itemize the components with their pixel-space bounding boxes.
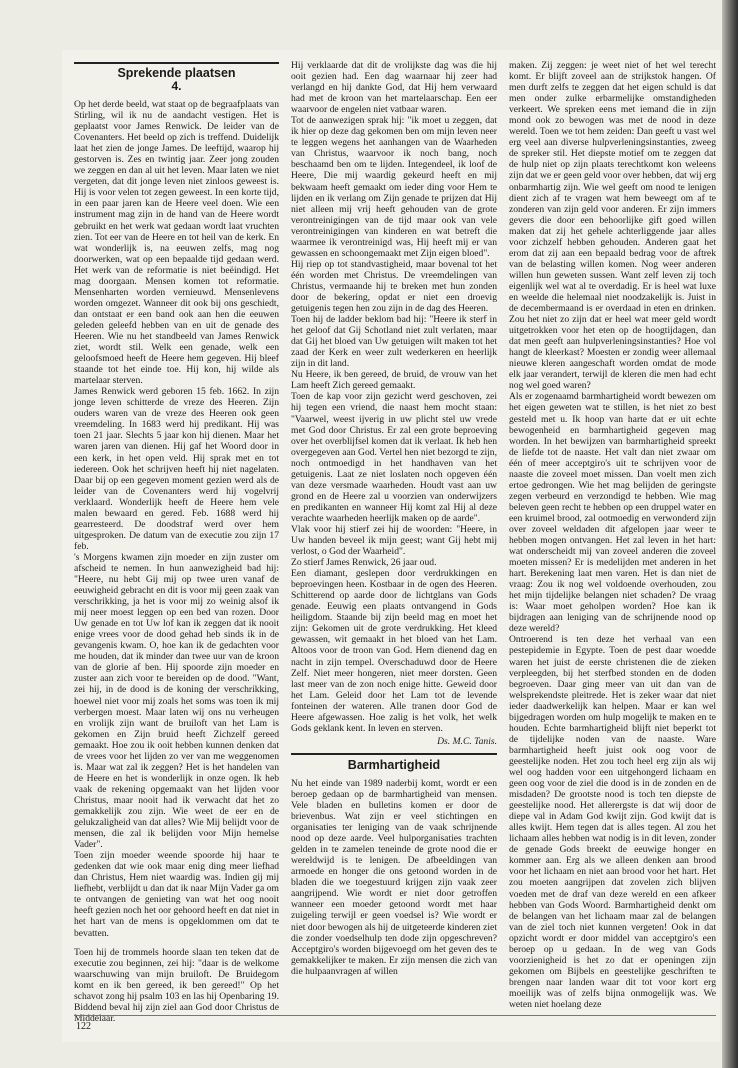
- paragraph: 's Morgens kwamen zijn moeder en zijn zuster om afscheid te nemen. In hun aanwezigheid bad hij: "Heere, nu hebt Gij mij op twee uren vanaf de eeuwigheid gebracht en dit is voor mij geen zaak van verschrikking, ja het is voor mij zo weinig alsof ik mij neer moest leggen op een bed van rozen. Door Uw genade en tot Uw lof kan ik zeggen dat ik nooit enige vrees voor de dood gehad heb sinds ik in de gevangenis kwam. O, hoe kan ik de gedachten voor me houden, dat ik minder dan twee uur van de kroon van de glorie af ben. Hij spoorde zijn moeder en zuster aan zich voor te bereiden op de dood. "Want, zei hij, in de dood is de koning der verschrikking, hoewel niet voor mij zoals het soms was toen ik mij verbergen moest. Maar laten wij ons nu verheugen en vrolijk zijn want de bruiloft van het Lam is gekomen en Zijn bruid heeft Zichzelf gereed gemaakt. Hoe zou ik ooit hebben kunnen denken dat de vrees voor het lijden zo ver van me weggenomen is. Maar wat zal ik zeggen? Het is het handelen van de Heere en het is wonderlijk in onze ogen. Ik heb vaak de rekening opgemaakt van het lijden voor Christus, maar nooit had ik verwacht dat het zo gemakkelijk zou zijn. Wie weet de eer en de gelukzaligheid van dat alles? Wie Mij belijdt voor de mensen, die zal ik belijden voor Mijn hemelse Vader".: [74, 551, 279, 851]
- paragraph: Een diamant, geslepen door verdrukkingen en beproevingen heen. Kostbaar in de ogen des Heeren. Schitterend op aarde door de lichtglans van Gods genade. Eeuwig een plaats ontvangend in Gods heiligdom. Staande bij zijn beeld mag en moet het zijn: Gekomen uit de grote verdrukking. Het kleed gewassen, wit gemaakt in het bloed van het Lam. Altoos voor de troon van God. Hem dienend dag en nacht in zijn tempel. Overschaduwd door de Heere Zelf. Niet meer hongeren, niet meer dorsten. Geen last meer van de zon noch enige hitte. Geweid door het Lam. Geleid door het Lam tot de levende fonteinen der wateren. Alle tranen door God de Heere afgewassen. Hoe zalig is het volk, het welk Gods geklank kent. In leven en sterven.: [291, 568, 497, 734]
- paragraph: Toen hij de ladder beklom bad hij: "Heere ik sterf in het geloof dat Gij Schotland niet zult verlaten, maar dat Gij het bloed van Uw getuigen wilt maken tot het zaad der Kerk en weer zult wederkeren en heerlijk zijn in dit land.: [291, 314, 497, 370]
- section-title: Barmhartigheid: [291, 753, 497, 772]
- paragraph: Zo stierf James Renwick, 26 jaar oud.: [291, 557, 437, 569]
- paragraph: Toen zijn moeder weende spoorde hij haar te gedenken dat wie ook maar enig ding meer liefhad dan Christus, Hem niet waardig was. Indien gij mij liefhebt, verblijdt u dan dat ik naar Mijn Vader ga om te ontvangen de genieting van wat het oog nooit heeft gezien noch het oor gehoord heeft en dat niet in het hart van de mens is opgeklommen om dat te bevatten.: [74, 850, 279, 939]
- paragraph: Ontroerend is ten deze het verhaal van een pestepidemie in Egypte. Toen de pest daar woedde waren het juist de eerste christenen die de zieken verpleegden, bij het sterfbed stonden en de doden begroeven. Daar ging meer van uit dan van de welsprekendste pleitrede. Het is zeker waar dat niet ieder daadwerkelijk kan helpen. Maar er kan wel bijgedragen worden om hulp mogelijk te maken en te houden. Echte barmhartigheid blijft niet beperkt tot de tijdelijke noden van de naaste. Ware barmhartigheid heeft juist ook oog voor de geestelijke noden. Het zou toch heel erg zijn als wij wel oog hadden voor een uitgehongerd lichaam en geen oog voor de ziel die dood is in de zonden en de misdaden? De grootste nood is toch ten diepste de geestelijke nood. Het allerergste is dat wij door de diepe val in Adam God kwijt zijn. God kwijt dat is alles kwijt. Hem tegen dat is alles tegen. Al zou het lichaam alles hebben wat nodig is in dit leven, zonder de genade Gods breekt de eeuwige honger en kommer aan. Erg als we alleen denken aan brood voor het lichaam en niet aan brood voor het hart. Het zou moeten aangrijpen dat zovelen zich blijven voeden met de draf van deze wereld en een afkeer hebben van Gods Woord. Barmhartigheid denkt om de belangen van het lichaam maar zal de belangen van de ziel toch niet kunnen vergeten! Ook in dat opzicht wordt er door middel van acceptgiro's een beroep op u gedaan. In de weg van Gods voorzienigheid is het zo dat er openingen zijn gekomen om Bijbels en geestelijke geschriften te brengen naar landen waar dit tot voor kort erg moeilijk was of zelfs bijna onmogelijk was. We weten niet hoelang deze: [509, 634, 716, 1010]
- paragraph: Nu het einde van 1989 naderbij komt, wordt er een beroep gedaan op de barmhartigheid van mensen. Vele bladen en bulletins komen er door de brievenbus. Wat zijn er veel stichtingen en organisaties ter leniging van de vaak schrijnende nood op deze aarde. Veel hulporganisaties trachten gelden in te zamelen teneinde de grote nood die er wereldwijd is te lenigen. De afbeeldingen van armoede en honger die ons getoond worden in de bladen die we toegestuurd krijgen zijn vaak zeer aangrijpend. Wie wordt er niet door getroffen wanneer een moeder getoond wordt met haar zuigeling terwijl er geen voedsel is? Wie wordt er niet door bewogen als hij de uitgeteerde kinderen ziet die zonder voedselhulp ten dode zijn opgeschreven? Acceptgiro's worden bijgevoegd om het geven des te gemakkelijker te maken. Er zijn mensen die zich van die hulpaanvragen af willen: [291, 777, 497, 977]
- article-heading: [74, 62, 279, 93]
- article-number: 4.: [171, 79, 182, 93]
- paragraph: Op het derde beeld, wat staat op de begraafplaats van Stirling, wil ik nu de aandacht vestigen. Het is geplaatst voor James Renwick. De leider van de Covenanters. Het beeld op zich is treffend. Duidelijk laat het zien de jonge James. De leeftijd, waarop hij gestorven is. Zes en twintig jaar. Zeer jong zouden we zeggen en dan al uit het leven. Maar laten we niet vergeten, dat dit jonge leven niet zinloos geweest is. Hij is voor velen tot zegen geweest. In een korte tijd, in een paar jaren kan de Heere veel doen. Wie een instrument mag zijn in de hand van de Heere wordt gebruikt en het werk wat gedaan wordt laat vruchten zien. Tot eer van de Heere en tot heil van de kerk. En wat wonderlijk is, na eeuwen zelfs, mag nog doorwerken, wat op een bepaalde tijd gedaan werd. Het werk van de reformatie is niet beëindigd. Het mag doorgaan. Mensen komen tot reformatie. Mensenharten worden vernieuwd. Mensenlevens worden omgezet. Wanneer dit ook bij ons geschiedt, dan ontstaat er een band ook aan hen die eeuwen geleden geleefd hebben van en uit de genade des Heeren. Wie nu het standbeeld van James Renwick ziet, wordt stil. Welk een genade, welk een geloofsmoed heeft de Heere hem gegeven. Hij bleef staande tot het einde toe. Hij kon, hij wilde als martelaar sterven.: [74, 99, 279, 387]
- column-2: [291, 60, 497, 1008]
- book-spine: [722, 0, 738, 1068]
- paragraph: Toen hij de trommels hoorde slaan ten teken dat de executie zou beginnen, zei hij: "daar is de welkome waarschuwing van mijn bruiloft. De Bruidegom komt en ik ben gereed, ik ben gereed!" Op het schavot zong hij psalm 103 en las hij Openbaring 19. Biddend beval hij zijn ziel aan God door Christus de Middelaar.: [74, 946, 279, 1024]
- magazine-page: [62, 50, 720, 1042]
- paragraph: Vlak voor hij stierf zei hij de woorden: "Heere, in Uw handen beveel ik mijn geest; want Gij hebt mij verlost, o God der Waarheid".: [291, 523, 497, 558]
- page-number: 122: [76, 1021, 91, 1032]
- paragraph: James Renwick werd geboren 15 feb. 1662. In zijn jonge leven schitterde de vreze des Heeren. Zijn ouders waren van de vreze des Heeren ook geen vreemdeling. In 1683 werd hij predikant. Hij was toen 21 jaar. Slechts 5 jaar kon hij dienen. Maar het waren jaren van dienen. Hij gaf het Woord door in een kerk, in het open veld. Hij sprak met en tot iedereen. Ook het schrijven heeft hij niet nagelaten. Daar bij op een gegeven moment gezien werd als de leider van de Covenanters werd hij vogelvrij verklaard. Wonderlijk heeft de Heere hem vele malen bewaard en gered. Feb. 1688 werd hij gearresteerd. De doodstraf werd over hem uitgesproken. De datum van de executie zou zijn 17 feb.: [74, 386, 279, 552]
- paragraph: Hij verklaarde dat dit de vrolijkste dag was die hij ooit gezien had. Een dag waarnaar hij zeer had verlangd en hij dankte God, dat Hij hem verwaard had met de kroon van het martelaarschap. Een eer waarvoor de engelen niet vatbaar waren.: [291, 60, 497, 116]
- paragraph: Tot de aanwezigen sprak hij: "ik moet u zeggen, dat ik hier op deze dag gekomen ben om mijn leven neer te leggen wegens het aanhangen van de Waarheden van Christus, waarvoor ik noch bang, noch beschaamd ben om te lijden. Integendeel, ik loof de Heere, Die mij waardig gekeurd heeft en mij bekwaam heeft gemaakt om ieder ding voor Hem te lijden en ik verlang om Zijn genade te prijzen dat Hij niet alleen mij vrij heeft gehouden van de grote verontreinigingen van de tijd maar ook van vele verontreinigingen van kinderen en wat betreft die waarmee ik verontreinigd was, Hij heeft mij er van gewassen en schoongemaakt met Zijn eigen bloed".: [291, 115, 497, 259]
- footer-rule: [74, 1015, 716, 1016]
- paragraph: Hij riep op tot standvastigheid, maar bovenal tot het één worden met Christus. De vreemdelingen van Christus, vermaande hij te breken met hun zonden door de bekering, opdat er niet een droevig getuigenis tegen hen zou zijn in de dag des Heeren.: [291, 258, 497, 315]
- author-signature: Ds. M.C. Tanis.: [437, 735, 497, 747]
- paragraph: Nu Heere, ik ben gereed, de bruid, de vrouw van het Lam heeft Zich gereed gemaakt.: [291, 369, 497, 392]
- paragraph: Toen de kap voor zijn gezicht werd geschoven, zei hij tegen een vriend, die naast hem mocht staan: "Vaarwel, weest ijverig in uw plicht stel uw vrede met God door Christus. Er zal een grote beproeving over het overblijfsel komen dat ik verlaat. Ik heb hen overgegeven aan God. Vertel hen niet bezorgd te zijn, noch ontmoedigd in het handhaven van het getuigenis. Laat ze niet loslaten noch opgeven één van deze versmade waarheden. Houdt vast aan uw grond en de Heere zal u voorzien van onderwijzers en predikanten en wanneer Hij komt zal Hij al deze verachte waarheden heerlijk maken op de aarde".: [291, 391, 497, 524]
- column-3: [509, 60, 716, 1008]
- column-1: [74, 60, 279, 1024]
- article-title: Sprekende plaatsen: [117, 66, 236, 80]
- paragraph: Als er zogenaamd barmhartigheid wordt bewezen om het eigen geweten wat te stillen, is het niet zo best gesteld met u. Ik hoop van harte dat er uit echte bewogenheid en barmhartigheid gegeven mag worden. In het bewijzen van barmhartigheid spreekt de liefde tot de naaste. Het valt dan niet zwaar om één of meer acceptgiro's uit te schrijven voor de naaste die zoveel moet missen. Dan voelt men zich ertoe gedrongen. Wie het mag belijden de geringste zegen verbeurd en verzondigd te hebben. Wie mag beleven geen recht te hebben op een druppel water en een kruimel brood, zal ootmoedig en verwonderd zijn over zoveel weldaden dit afgelopen jaar weer te hebben mogen ontvangen. Het zal leven in het hart: wat onderscheidt mij van zoveel anderen die zoveel moeten missen? Er is medelijden met anderen in het hart. Berekening laat men varen. Het is dan niet de vraag: Zou ik nog wel voldoende overhouden, zou het mijn tijdelijke belangen niet schaden? De vraag is: Waar moet geholpen worden? Hoe kan ik bijdragen aan leniging van de schrijnende nood op deze wereld?: [509, 391, 716, 635]
- paragraph: maken. Zij zeggen: je weet niet of het wel terecht komt. Er blijft zoveel aan de strijkstok hangen. Of men durft zelfs te zeggen dat het eigen schuld is dat men onder zulke erbarmelijke omstandigheden verkeert. We spreken eens met iemand die in zijn mond ook zo bewogen was met de nood in deze wereld. Toen we tot hem zeiden: Dan geeft u vast wel erg veel aan diverse hulpverleningsinstanties, zweeg de spreker stil. Het diepste motief om te zeggen dat de hulp niet op zijn plaats terechtkomt kon weleens zijn dat we er geen geld voor over hebben, dat wij erg onbarmhartig zijn. Wie wel geeft om nood te lenigen dient zich af te vragen wat hem beweegt om af te zonderen van zijn geld voor anderen. Er zijn immers gevers die door een behoorlijke gift goed willen maken dat zij het gehele achterliggende jaar alles voor zichzelf hebben gehouden. Anderen gaat het erom dat zij aan een bepaald bedrag voor de aftrek van de belasting willen komen. Nog weer anderen willen hun geweten sussen. Want zelf leven zij toch eigenlijk wel wat al te overdadig. Er is heel wat luxe en weelde die helemaal niet noodzakelijk is. Juist in de decembermaand is er overdaad in eten en drinken. Zou het niet zo zijn dat er heel wat meer geld wordt uitgetrokken voor het eten op de hoogtijdagen, dan dat men geeft aan hulpverleningsinstanties? Hoe vol hangt de kleerkast? Moesten er zondig weer allemaal nieuwe kleren aangeschaft worden omdat de mode elk jaar verandert, terwijl de kleren die men had echt nog wel goed waren?: [509, 60, 716, 392]
